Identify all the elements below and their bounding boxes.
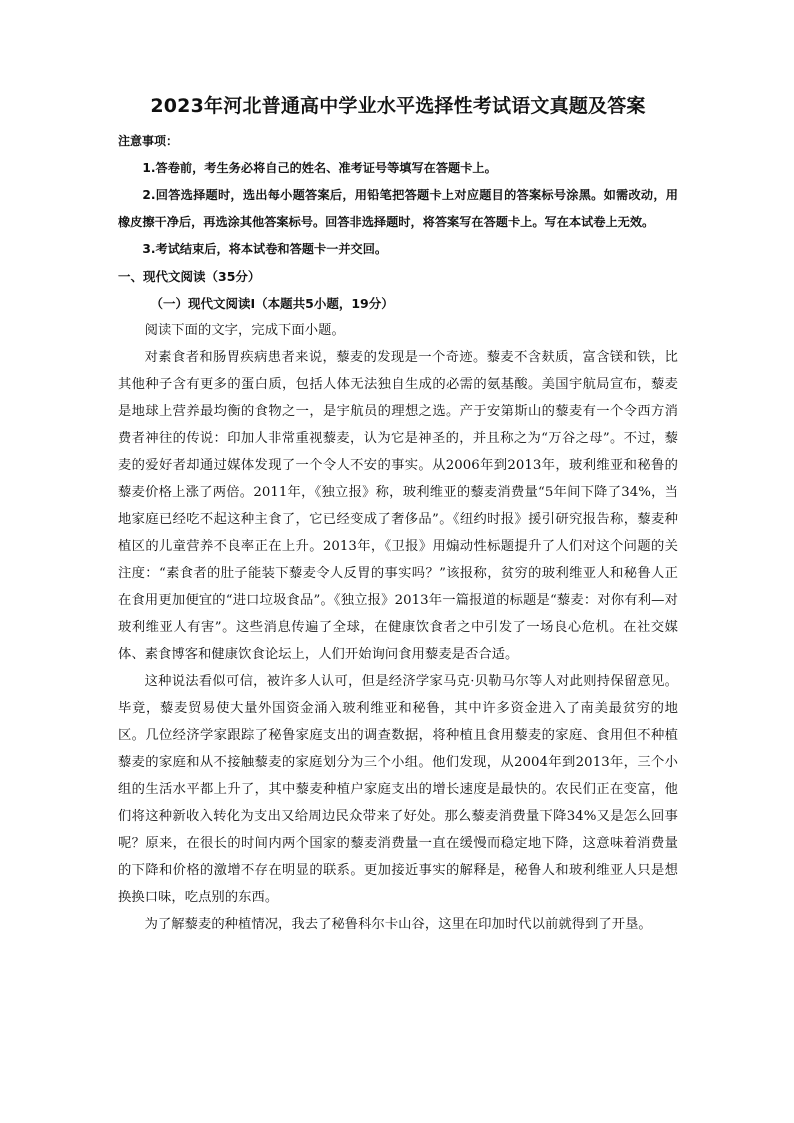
notice-item-2: 2.回答选择题时，选出每小题答案后，用铅笔把答题卡上对应题目的答案标号涂黑。如需改动，用橡皮擦干净后，再选涂其他答案标号。回答非选择题时，将答案写在答题卡上。写在本试卷上无效。 bbox=[118, 188, 678, 229]
body-paragraph-3: 为了解藜麦的种植情况，我去了秘鲁科尔卡山谷，这里在印加时代以前就得到了开垦。 bbox=[144, 917, 652, 932]
document-page bbox=[118, 92, 678, 938]
notice-heading: 注意事项： bbox=[118, 134, 179, 148]
reading-instruction: 阅读下面的文字，完成下面小题。 bbox=[144, 323, 345, 338]
body-paragraph-2: 这种说法看似可信，被许多人认可，但是经济学家马克·贝勒马尔等人对此则持保留意见。毕竟，藜麦贸易使大量外国资金涌入玻利维亚和秘鲁，其中许多资金进入了南美最贫穷的地区。几位经济学家跟踪了秘鲁家庭支出的调查数据，将种植且食用藜麦的家庭、食用但不种植藜麦的家庭和从不接触藜麦的家庭划分为三个小组。他们发现，从2004年到2013年，三个小组的生活水平都上升了，其中藜麦种植户家庭支出的增长速度是最快的。农民们正在变富，他们将这种新收入转化为支出又给周边民众带来了好处。那么藜麦消费量下降34%又是怎么回事呢？原来，在很长的时间内两个国家的藜麦消费量一直在缓慢而稳定地下降，这意味着消费量的下降和价格的激增不存在明显的联系。更加接近事实的解释是，秘鲁人和玻利维亚人只是想换换口味，吃点别的东西。 bbox=[118, 674, 678, 905]
document-title: 2023年河北普通高中学业水平选择性考试语文真题及答案 bbox=[150, 95, 646, 117]
notice-item-1: 1.答卷前，考生务必将自己的姓名、准考证号等填写在答题卡上。 bbox=[142, 161, 497, 175]
notice-item-3: 3.考试结束后，将本试卷和答题卡一并交回。 bbox=[142, 242, 388, 256]
body-paragraph-1: 对素食者和肠胃疾病患者来说，藜麦的发现是一个奇迹。藜麦不含麸质，富含镁和铁，比其他种子含有更多的蛋白质，包括人体无法独自生成的必需的氨基酸。美国宇航局宣布，藜麦是地球上营养最均衡的食物之一，是宇航员的理想之选。产于安第斯山的藜麦有一个令西方消费者神往的传说：印加人非常重视藜麦，认为它是神圣的，并且称之为“万谷之母”。不过，藜麦的爱好者却通过媒体发现了一个令人不安的事实。从2006年到2013年，玻利维亚和秘鲁的藜麦价格上涨了两倍。2011年，《独立报》称，玻利维亚的藜麦消费量“5年间下降了34%，当地家庭已经吃不起这种主食了，它已经变成了奢侈品”。《纽约时报》援引研究报告称，藜麦种植区的儿童营养不良率正在上升。2013年，《卫报》用煽动性标题提升了人们对这个问题的关注度：“素食者的肚子能装下藜麦令人反胃的事实吗？”该报称，贫穷的玻利维亚人和秘鲁人正在食用更加便宜的“进口垃圾食品”。《独立报》2013年一篇报道的标题是“藜麦：对你有利—对玻利维亚人有害”。这些消息传遍了全球，在健康饮食者之中引发了一场良心危机。在社交媒体、素食博客和健康饮食论坛上，人们开始询问食用藜麦是否合适。 bbox=[118, 350, 678, 662]
section-title: 一、现代文阅读（35分） bbox=[118, 269, 261, 284]
subsection-title: （一）现代文阅读Ⅰ（本题共5小题，19分） bbox=[150, 296, 394, 311]
